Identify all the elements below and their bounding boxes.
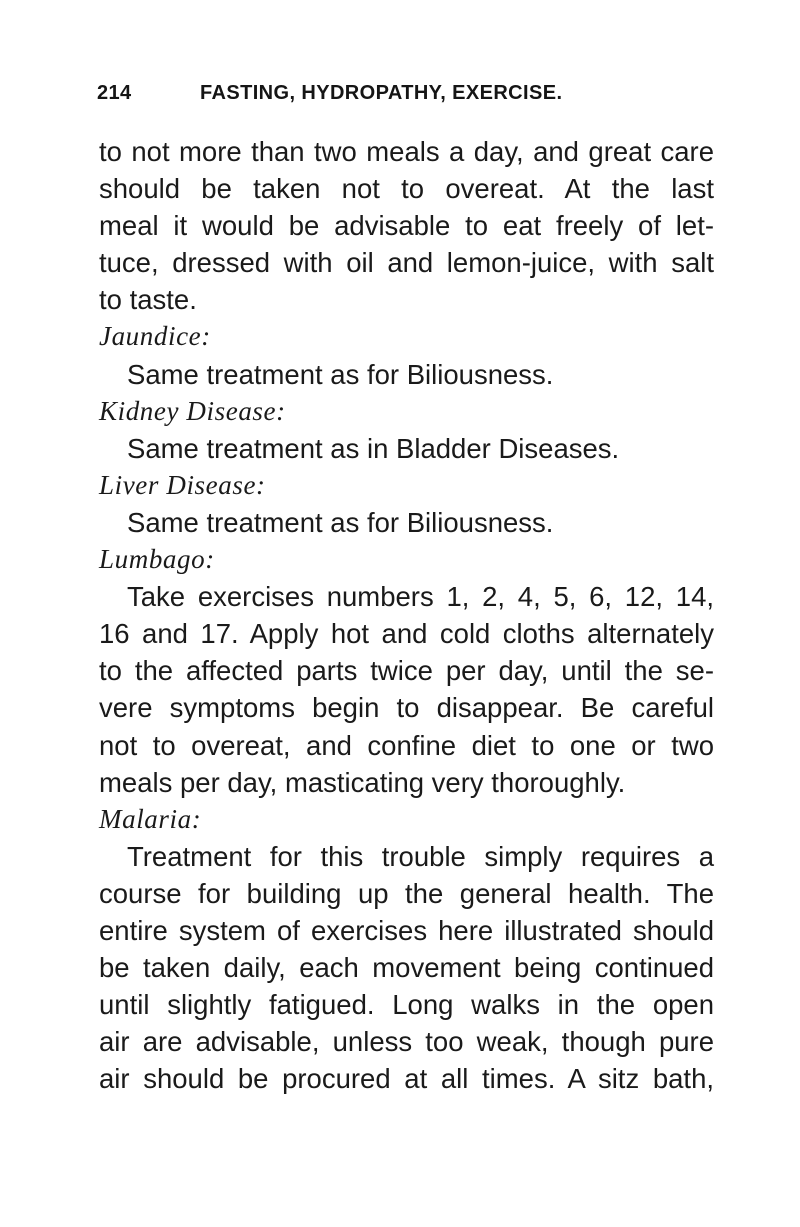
text-line: Treatment for this trouble simply requires a — [127, 840, 714, 872]
page-number: 214 — [97, 82, 132, 104]
text-line: meal it would be advisable to eat freely of let- — [99, 210, 714, 242]
text-line: should be taken not to overeat. At the last — [99, 173, 714, 205]
text-line: to the affected parts twice per day, until the se- — [99, 655, 714, 687]
text-line: meals per day, masticating very thoroughly. — [99, 766, 626, 798]
text-line: not to overeat, and confine diet to one or two — [99, 729, 714, 761]
section-heading-jaundice: Jaundice: — [99, 321, 211, 352]
text-line: air are advisable, unless too weak, though pure — [99, 1026, 714, 1058]
running-title: FASTING, HYDROPATHY, EXERCISE. — [200, 82, 563, 104]
text-line: Same treatment as in Bladder Diseases. — [127, 432, 620, 464]
text-line: air should be procured at all times. A sitz bath, — [99, 1063, 714, 1095]
text-line: Same treatment as for Biliousness. — [127, 358, 554, 390]
section-heading-malaria: Malaria: — [99, 803, 202, 834]
text-line: Same treatment as for Biliousness. — [127, 506, 554, 538]
text-line: course for building up the general health. The — [99, 877, 714, 909]
text-line: Take exercises numbers 1, 2, 4, 5, 6, 12, 14, — [127, 581, 714, 613]
body-text — [99, 133, 714, 1097]
text-line: 16 and 17. Apply hot and cold cloths alternately — [99, 618, 714, 650]
text-line: to taste. — [99, 284, 197, 316]
text-line: to not more than two meals a day, and great care — [99, 136, 714, 167]
running-head — [97, 82, 717, 112]
text-line: be taken daily, each movement being continued — [99, 952, 714, 984]
section-heading-liver-disease: Liver Disease: — [99, 469, 266, 500]
section-heading-lumbago: Lumbago: — [99, 544, 215, 575]
text-line: tuce, dressed with oil and lemon-juice, with salt — [99, 247, 714, 279]
section-heading-kidney-disease: Kidney Disease: — [99, 395, 286, 426]
text-line: vere symptoms begin to disappear. Be careful — [99, 692, 714, 724]
text-line: until slightly fatigued. Long walks in the open — [99, 989, 714, 1021]
text-line: entire system of exercises here illustrated should — [99, 914, 714, 946]
